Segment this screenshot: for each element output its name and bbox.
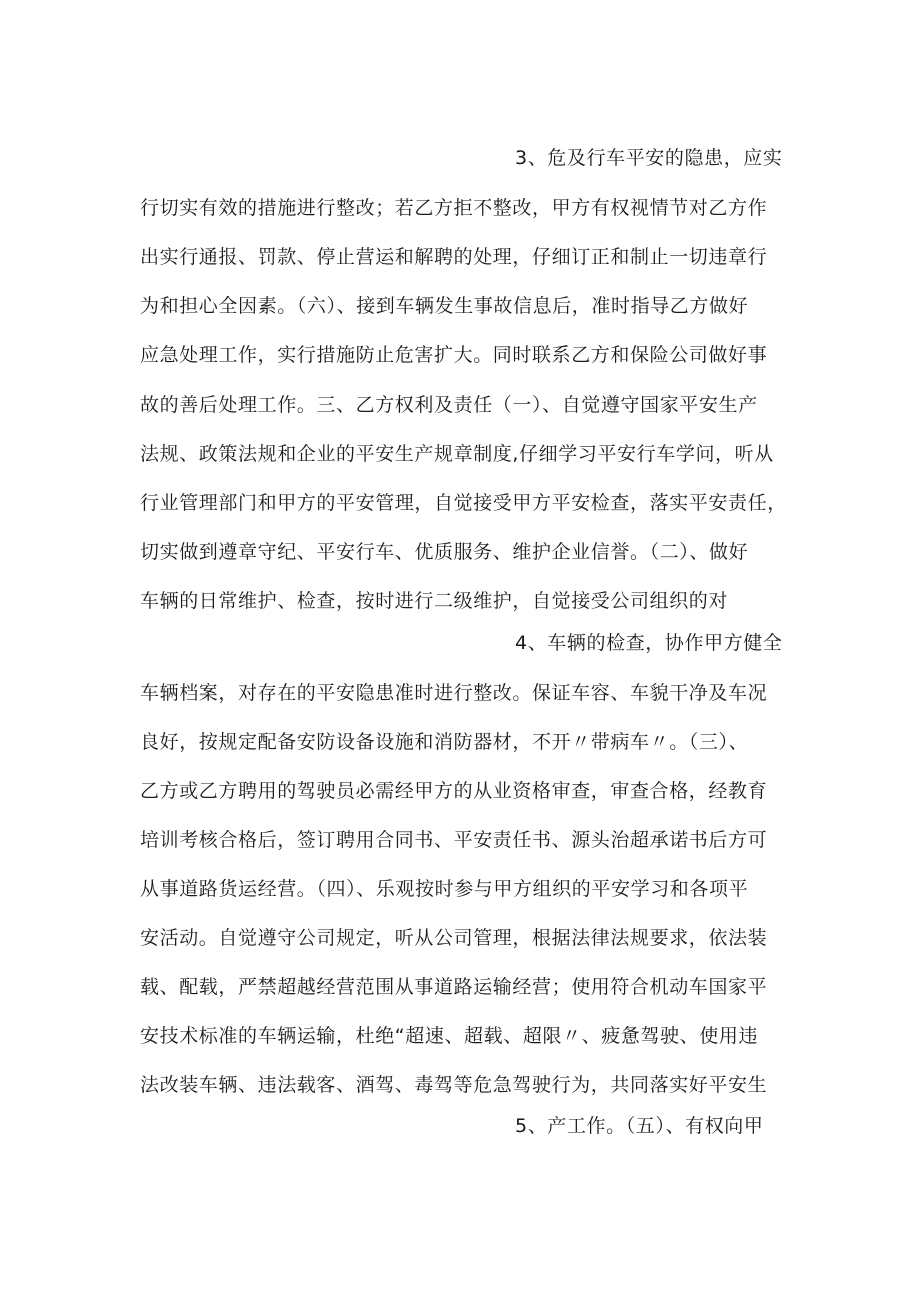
text-line: 车辆的日常维护、检查，按时进行二级维护，自觉接受公司组织的对 — [140, 590, 729, 612]
text-line: 安活动。自觉遵守公司规定，听从公司管理，根据法律法规要求，依法装 — [140, 927, 768, 949]
text-line: 为和担心全因素。（六）、接到车辆发生事故信息后，准时指导乙方做好 — [140, 295, 749, 317]
text-line: 行切实有效的措施进行整改；若乙方拒不整改，甲方有权视情节对乙方作 — [140, 197, 768, 219]
text-line: 4、车辆的检查，协作甲方健全 — [515, 632, 783, 654]
text-line: 应急处理工作，实行措施防止危害扩大。同时联系乙方和保险公司做好事 — [140, 344, 768, 366]
text-line: 安技术标准的车辆运输，杜绝“超速、超载、超限〃、疲惫驾驶、使用违 — [140, 1025, 759, 1047]
text-line: 出实行通报、罚款、停止营运和解聘的处理，仔细订正和制止一切违章行 — [140, 246, 768, 268]
text-line: 车辆档案，对存在的平安隐患准时进行整改。保证车容、车貌干净及车况 — [140, 682, 768, 704]
text-line: 载、配载，严禁超越经营范围从事道路运输经营；使用符合机动车国家平 — [140, 976, 768, 998]
text-line: 故的善后处理工作。三、乙方权利及责任（一）、自觉遵守国家平安生产 — [140, 394, 758, 416]
text-line: 法规、政策法规和企业的平安生产规章制度,仔细学习平安行车学问，听从 — [140, 443, 774, 465]
text-line: 3、危及行车平安的隐患，应实 — [515, 147, 783, 169]
text-line: 行业管理部门和甲方的平安管理，自觉接受甲方平安检查，落实平安责任， — [140, 492, 787, 514]
text-line: 5、产工作。（五）、有权向甲 — [515, 1115, 764, 1137]
text-line: 从事道路货运经营。（四）、乐观按时参与甲方组织的平安学习和各项平 — [140, 878, 749, 900]
text-line: 乙方或乙方聘用的驾驶员必需经甲方的从业资格审查，审查合格，经教育 — [140, 780, 768, 802]
text-line: 法改装车辆、违法载客、酒驾、毒驾等危急驾驶行为，共同落实好平安生 — [140, 1074, 768, 1096]
text-line: 良好，按规定配备安防设备设施和消防器材，不开〃带病车〃。（三）、 — [140, 731, 749, 753]
text-line: 培训考核合格后，签订聘用合同书、平安责任书、源头治超承诺书后方可 — [140, 829, 768, 851]
text-line: 切实做到遵章守纪、平安行车、优质服务、维护企业信誉。（二）、做好 — [140, 541, 749, 563]
